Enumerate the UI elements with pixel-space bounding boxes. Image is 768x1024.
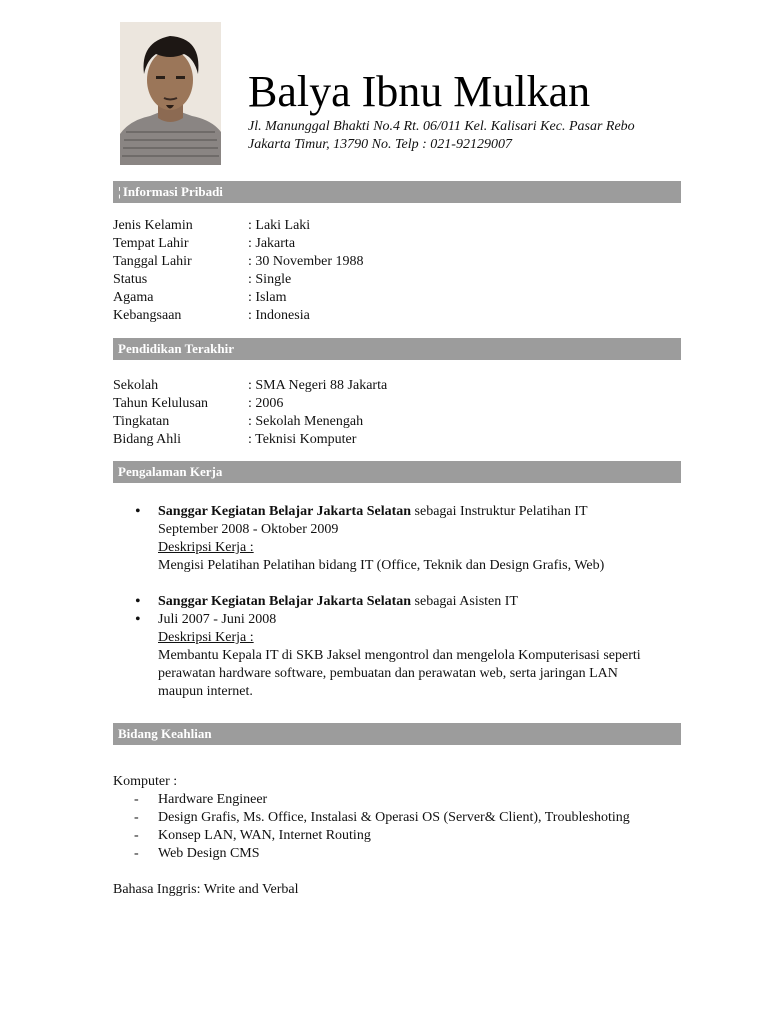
info-value: : Single — [248, 272, 292, 287]
job-desc: perawatan hardware software, pembuatan dan perawatan web, serta jaringan LAN — [158, 666, 618, 681]
info-label: Jenis Kelamin — [113, 218, 193, 233]
profile-photo — [120, 22, 221, 165]
info-value: : Teknisi Komputer — [248, 432, 357, 447]
section-header-experience — [113, 461, 681, 483]
job-org: Sanggar Kegiatan Belajar Jakarta Selatan — [158, 504, 412, 519]
skill-item — [113, 791, 299, 809]
skills-block — [113, 773, 630, 899]
job-org: Sanggar Kegiatan Belajar Jakarta Selatan — [158, 594, 412, 609]
dash-marker: - — [134, 828, 139, 843]
section-header-skills — [113, 723, 681, 745]
info-value: : 2006 — [248, 396, 284, 411]
section-title: Informasi Pribadi — [122, 184, 223, 199]
section-title: Pengalaman Kerja — [118, 464, 223, 479]
skill-text: Design Grafis, Ms. Office, Instalasi & Operasi OS (Server& Client), Troubleshoting — [158, 810, 630, 825]
info-value: : 30 November 1988 — [248, 254, 364, 269]
info-value: : Laki Laki — [248, 218, 311, 233]
address-line: Jl. Manunggal Bhakti No.4 Rt. 06/011 Kel. Kalisari Kec. Pasar Rebo — [248, 119, 635, 134]
address-line: Jakarta Timur, 13790 No. Telp : 021-92129007 — [248, 137, 512, 152]
info-value: : SMA Negeri 88 Jakarta — [248, 378, 388, 393]
job-desc: maupun internet. — [158, 684, 253, 699]
info-label: Tahun Kelulusan — [113, 396, 209, 411]
job-period: September 2008 - Oktober 2009 — [158, 522, 339, 537]
job-period: • Juli 2007 - Juni 2008 — [113, 611, 681, 629]
job-entry — [113, 593, 681, 701]
section-title: Pendidikan Terakhir — [118, 341, 234, 356]
section-title: Bidang Keahlian — [118, 726, 212, 741]
info-label: Sekolah — [113, 378, 159, 393]
job-desc: Membantu Kepala IT di SKB Jaksel mengontrol dan mengelola Komputerisasi seperti — [158, 648, 641, 663]
job-title-line — [113, 593, 681, 611]
info-label: Tempat Lahir — [113, 236, 189, 251]
job-role: sebagai Asisten IT — [411, 594, 518, 609]
section-header-personal: ¦ Informasi Pribadi — [113, 181, 681, 203]
skills-intro: Komputer : — [113, 774, 178, 789]
info-label: Tingkatan — [113, 414, 170, 429]
info-label: Bidang Ahli — [113, 432, 182, 447]
info-label: Kebangsaan — [113, 308, 182, 323]
job-role: sebagai Instruktur Pelatihan IT — [411, 504, 588, 519]
info-value: : Indonesia — [248, 308, 310, 323]
job-entry — [113, 503, 681, 575]
info-label: Agama — [113, 290, 154, 305]
address-block — [248, 118, 635, 154]
skill-item — [113, 827, 371, 845]
info-value: : Jakarta — [248, 236, 296, 251]
job-desc-label: Deskripsi Kerja : — [158, 540, 254, 555]
skill-item — [113, 845, 299, 863]
dash-marker: - — [134, 792, 139, 807]
skill-item — [113, 809, 630, 827]
dash-marker: - — [134, 846, 139, 861]
job-title-line — [113, 503, 681, 521]
language-skill: Bahasa Inggris: Write and Verbal — [113, 882, 299, 897]
skill-text: Web Design CMS — [158, 846, 260, 861]
full-name: Balya Ibnu Mulkan — [248, 67, 591, 116]
skill-text: Konsep LAN, WAN, Internet Routing — [158, 828, 371, 843]
info-label: Tanggal Lahir — [113, 254, 192, 269]
job-desc-label-line — [113, 539, 681, 557]
info-value: : Sekolah Menengah — [248, 414, 364, 429]
section-header-education — [113, 338, 681, 360]
job-desc: Mengisi Pelatihan Pelatihan bidang IT (Office, Teknik dan Design Grafis, Web) — [158, 558, 605, 573]
skill-text: Hardware Engineer — [158, 792, 268, 807]
job-desc-label: Deskripsi Kerja : — [158, 630, 254, 645]
info-label: Status — [113, 272, 148, 287]
info-value: : Islam — [248, 290, 287, 305]
job-desc-label-line — [113, 629, 681, 647]
dash-marker: - — [134, 810, 139, 825]
